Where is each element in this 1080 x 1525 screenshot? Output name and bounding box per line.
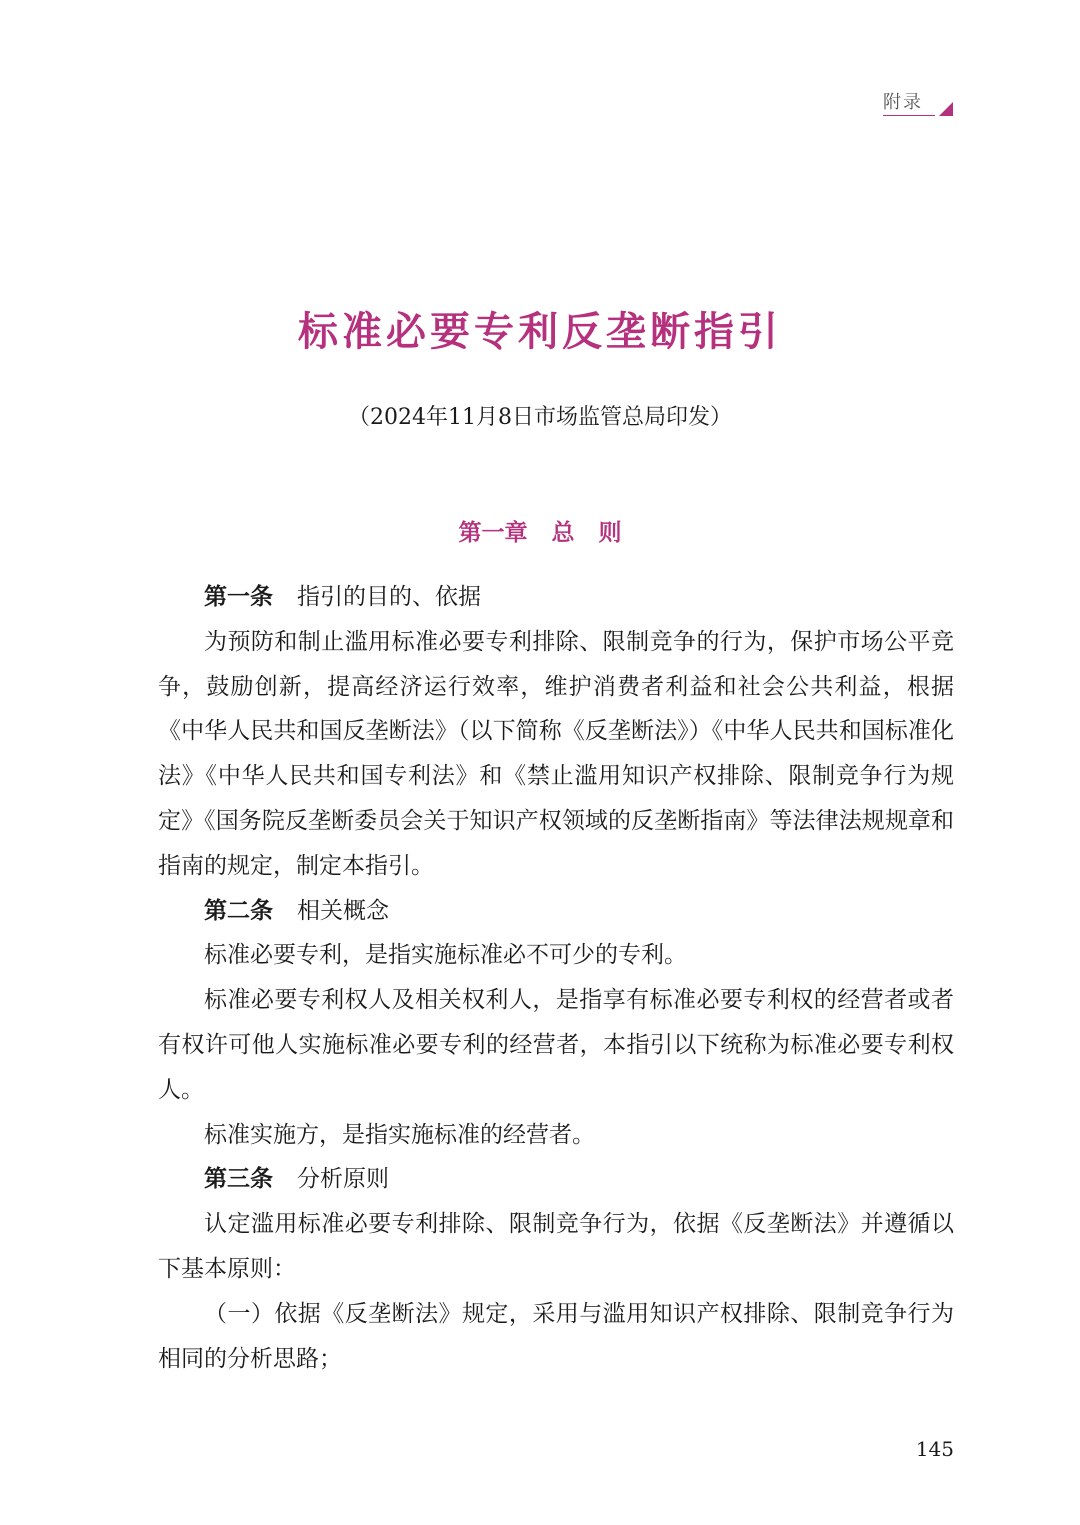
article-title: 相关概念 [297, 897, 389, 924]
section-label: 附录 [883, 92, 923, 113]
paragraph: 标准必要专利，是指实施标准必不可少的专利。 [204, 942, 687, 969]
paragraph: 认定滥用标准必要专利排除、限制竞争行为，依据《反垄断法》并遵循以下基本原则： [158, 1211, 954, 1282]
document-subtitle: （2024年11月8日市场监管总局印发） [348, 405, 732, 430]
article-title: 分析原则 [297, 1166, 389, 1193]
article-number: 第二条 [204, 897, 273, 924]
article-heading [158, 1157, 954, 1202]
page-number: 145 [915, 1437, 954, 1461]
paragraph: 为预防和制止滥用标准必要专利排除、限制竞争的行为，保护市场公平竞争，鼓励创新，提高经济运行效率，维护消费者利益和社会公共利益，根据《中华人民共和国反垄断法》（以下简称《反垄断法》）《中华人民共和国标准化法》《中华人民共和国专利法》和《禁止滥用知识产权排除、限制竞争行为规定》《国务院反垄断委员会关于知识产权领域的反垄断指南》等法律法规规章和指南的规定，制定本指引。 [158, 628, 954, 879]
paragraph: 标准实施方，是指实施标准的经营者。 [204, 1121, 595, 1148]
article-heading [158, 889, 954, 934]
paragraph: 标准必要专利权人及相关权利人，是指享有标准必要专利权的经营者或者有权许可他人实施标准必要专利的经营者，本指引以下统称为标准必要专利权人。 [158, 987, 954, 1103]
triangle-corner-icon [939, 102, 953, 116]
article-heading [158, 575, 954, 620]
article-number: 第三条 [204, 1166, 273, 1193]
chapter-heading: 第一章 总 则 [458, 520, 622, 546]
paragraph: （一）依据《反垄断法》规定，采用与滥用知识产权排除、限制竞争行为相同的分析思路； [158, 1300, 954, 1372]
running-header [883, 86, 955, 118]
article-number: 第一条 [204, 584, 273, 610]
header-rule [883, 115, 935, 116]
document-title: 标准必要专利反垄断指引 [298, 309, 782, 355]
article-title: 指引的目的、依据 [297, 584, 481, 610]
document-body [158, 575, 954, 1381]
